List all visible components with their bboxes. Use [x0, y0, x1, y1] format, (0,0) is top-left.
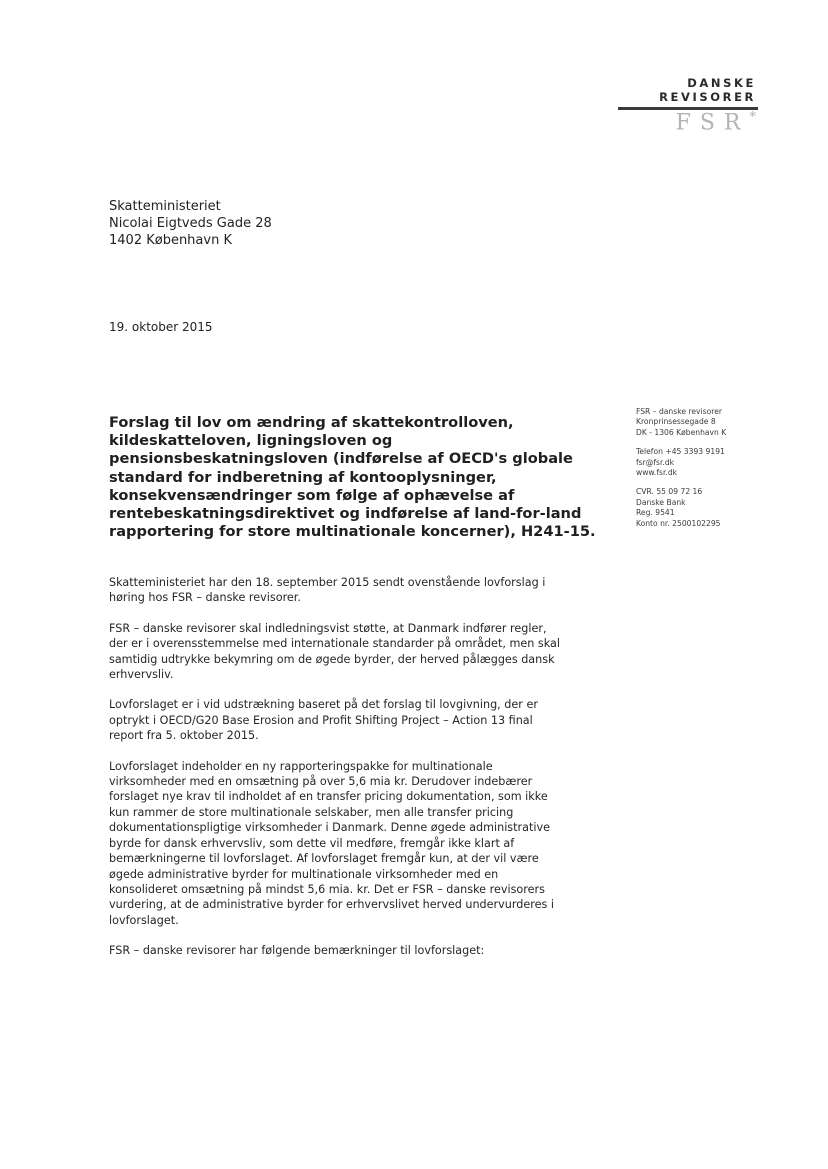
body-line: høring hos FSR – danske revisorer. [109, 591, 301, 605]
body-line: der er i overensstemmelse med internationale standarder på området, men skal [109, 637, 560, 651]
subject-line: pensionsbeskatningsloven (indførelse af OECD's globale [109, 450, 573, 468]
body-line: forslaget nye krav til indholdet af en transfer pricing dokumentation, som ikke [109, 790, 548, 804]
body-line: byrde for dansk erhvervsliv, som dette vil medføre, fremgår ikke klart af [109, 836, 515, 850]
recipient-street: Nicolai Eigtveds Gade 28 [109, 216, 272, 231]
sender-email: fsr@fsr.dk [636, 457, 675, 467]
recipient-city: 1402 København K [109, 233, 232, 248]
body-line: FSR – danske revisorer har følgende bemærkninger til lovforslaget: [109, 944, 485, 958]
fsr-logo [600, 76, 758, 140]
sender-phone: Telefon +45 3393 9191 [636, 447, 725, 457]
body-paragraph [109, 697, 599, 743]
logo-line-revisorer: REVISORER [659, 90, 756, 104]
sender-city: DK - 1306 København K [636, 427, 727, 437]
body-line: vurdering, at de administrative byrder for erhvervslivet herved undervurderes i [109, 898, 554, 912]
recipient-address [109, 198, 272, 249]
body-line: Lovforslaget er i vid udstrækning baseret på det forslag til lovgivning, der er [109, 698, 538, 712]
letter-date: 19. oktober 2015 [109, 320, 213, 334]
sender-info [636, 407, 756, 538]
body-line: kun rammer de store multinationale selskaber, men alle transfer pricing [109, 805, 514, 819]
body-line: bemærkningerne til lovforslaget. Af lovforslaget fremgår kun, at der vil være [109, 852, 539, 866]
sender-address-block [636, 407, 756, 438]
subject-line: konsekvensændringer som følge af ophævelse af [109, 486, 515, 504]
sender-org: FSR – danske revisorer [636, 407, 722, 416]
recipient-name: Skatteministeriet [109, 199, 221, 214]
sender-account: Konto nr. 2500102295 [636, 518, 721, 528]
body-line: virksomheder med en omsætning på over 5,6 mia kr. Derudover indebærer [109, 775, 533, 789]
subject-line: kildeskatteloven, ligningsloven og [109, 432, 393, 450]
body-line: optrykt i OECD/G20 Base Erosion and Profit Shifting Project – Action 13 final [109, 713, 533, 727]
body-line: Lovforslaget indeholder en ny rapporteringspakke for multinationale [109, 759, 493, 773]
body-line: FSR – danske revisorer skal indledningsvist støtte, at Danmark indfører regler, [109, 621, 547, 635]
subject-line: Forslag til lov om ændring af skattekontrolloven, [109, 414, 514, 431]
logo-mark-text: FSR [675, 110, 750, 136]
logo-mark-asterisk: * [749, 110, 756, 125]
sender-reg: Reg. 9541 [636, 508, 675, 518]
sender-contact-block [636, 447, 756, 478]
letter-body [109, 575, 599, 974]
sender-cvr: CVR. 55 09 72 16 [636, 487, 703, 497]
body-line: øgede administrative byrder for multinationale virksomheder med en [109, 867, 499, 881]
sender-bank: Danske Bank [636, 497, 686, 507]
body-line: konsolideret omsætning på mindst 5,6 mia. kr. Det er FSR – danske revisorers [109, 882, 545, 896]
body-line: samtidig udtrykke bekymring om de øgede byrder, der herved pålægges dansk [109, 652, 555, 666]
body-line: report fra 5. oktober 2015. [109, 729, 259, 743]
sender-bank-block [636, 487, 756, 529]
body-paragraph [109, 943, 599, 958]
logo-line-danske: DANSKE [687, 76, 756, 90]
subject-line: rapportering for store multinationale koncerner), H241-15. [109, 523, 596, 541]
body-line: lovforslaget. [109, 913, 179, 927]
body-paragraph [109, 575, 599, 606]
body-paragraph [109, 621, 599, 683]
sender-web: www.fsr.dk [636, 468, 678, 478]
subject-line: rentebeskatningsdirektivet og indførelse af land-for-land [109, 505, 582, 523]
body-line: dokumentationspligtige virksomheder i Danmark. Denne øgede administrative [109, 821, 550, 835]
body-paragraph [109, 759, 599, 928]
body-line: erhvervsliv. [109, 668, 174, 682]
sender-street: Kronprinsessegade 8 [636, 417, 716, 427]
body-line: Skatteministeriet har den 18. september 2015 sendt ovenstående lovforslag i [109, 576, 546, 589]
logo-mark [676, 110, 756, 135]
letter-subject [109, 414, 609, 541]
subject-line: standard for indberetning af kontooplysninger, [109, 468, 497, 486]
